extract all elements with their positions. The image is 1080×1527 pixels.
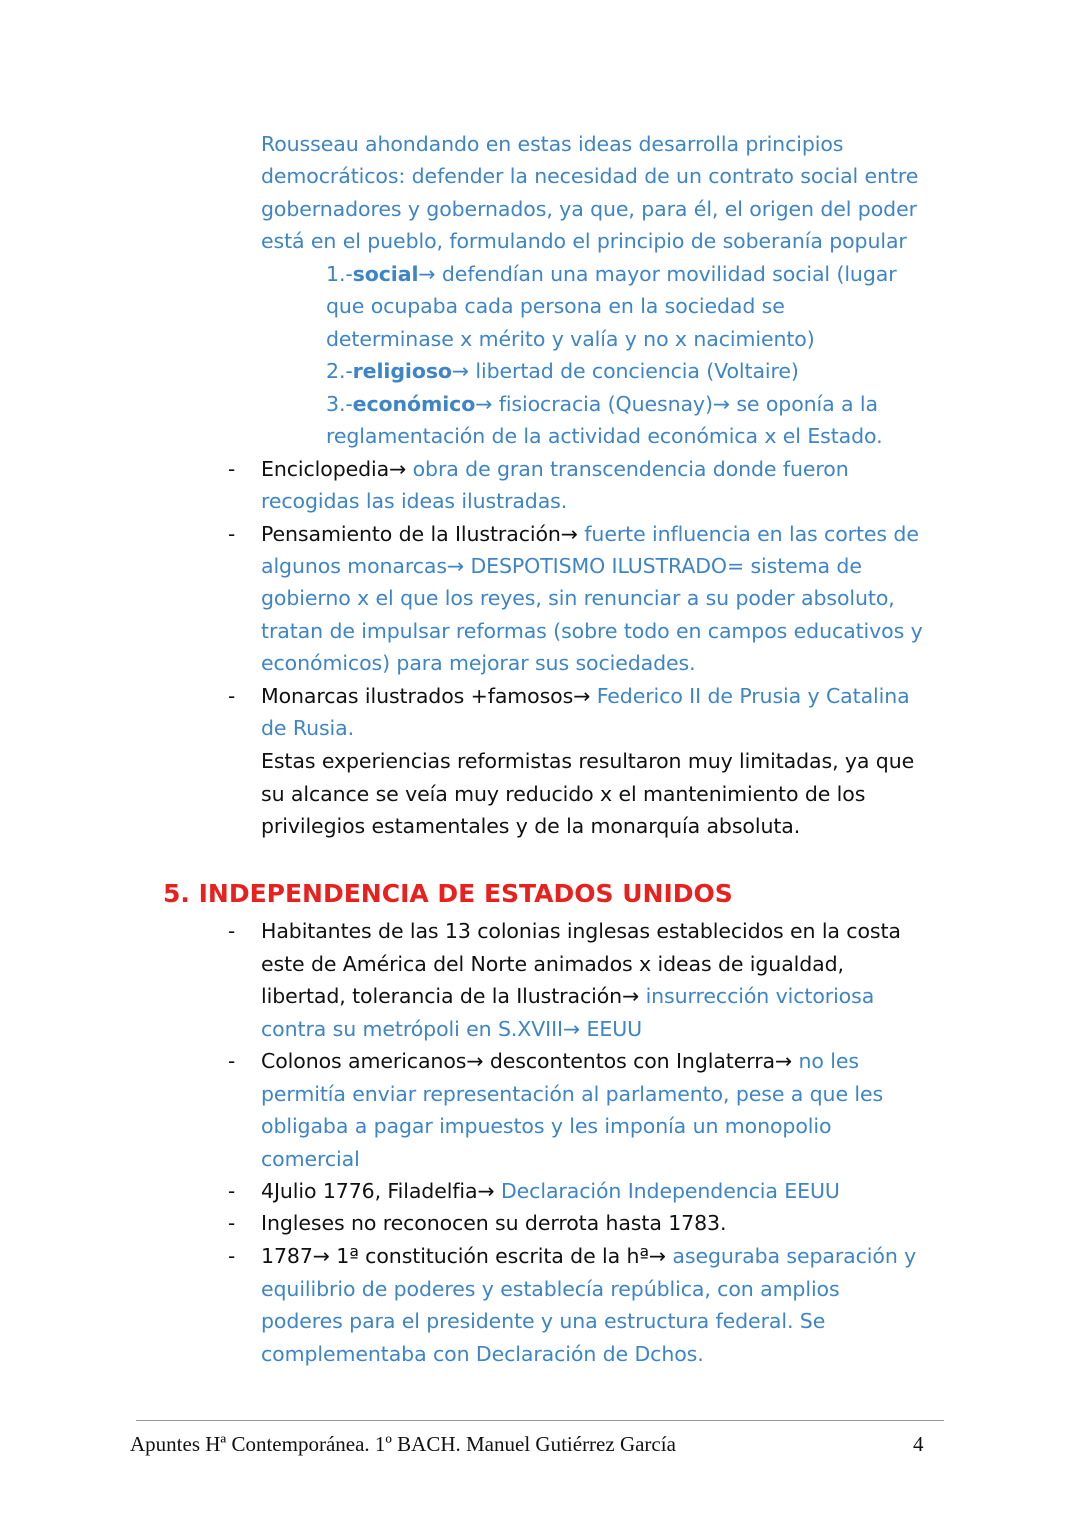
bullet-colonos-line-3: obligaba a pagar impuestos y les imponía un monopolio	[261, 1114, 832, 1138]
bullet-colonos	[261, 1045, 859, 1077]
bullet-text: Federico II de Prusia y Catalina	[590, 684, 910, 708]
bullet-habitantes-line-2: este de América del Norte animados x ideas de igualdad,	[261, 952, 844, 976]
bullet-dash: -	[228, 1211, 236, 1235]
bullet-term: Pensamiento de la Ilustración→	[261, 522, 578, 546]
bullet-text: aseguraba separación y	[666, 1244, 917, 1268]
bullet-constitucion-line-3: poderes para el presidente y una estructura federal. Se	[261, 1309, 826, 1333]
bullet-dash: -	[228, 684, 236, 708]
bullet-text: Declaración Independencia EEUU	[494, 1179, 840, 1203]
bullet-habitantes: Habitantes de las 13 colonias inglesas establecidos en la costa	[261, 919, 901, 943]
bullet-ingleses: Ingleses no reconocen su derrota hasta 1783.	[261, 1211, 727, 1235]
footer-divider	[136, 1420, 944, 1421]
principle-number: 2.-	[326, 359, 353, 383]
bullet-pensamiento-line-5: económicos) para mejorar sus sociedades.	[261, 651, 696, 675]
bullet-colonos-line-2: permitía enviar representación al parlamento, pese a que les	[261, 1082, 884, 1106]
note-line-1: Estas experiencias reformistas resultaron muy limitadas, ya que	[261, 749, 915, 773]
bullet-dash: -	[228, 1049, 236, 1073]
intro-line-2: democráticos: defender la necesidad de un contrato social entre	[261, 164, 919, 188]
intro-line-3: gobernadores y gobernados, ya que, para él, el origen del poder	[261, 197, 917, 221]
principle-term: social	[352, 262, 419, 286]
principle-number: 3.-	[326, 392, 353, 416]
bullet-term: Enciclopedia→	[261, 457, 407, 481]
bullet-monarcas	[261, 680, 910, 712]
bullet-term: 1787→ 1ª constitución escrita de la hª→	[261, 1244, 666, 1268]
bullet-constitucion-line-4: complementaba con Declaración de Dchos.	[261, 1342, 704, 1366]
bullet-term: 4Julio 1776, Filadelfia→	[261, 1179, 495, 1203]
bullet-constitucion-line-2: equilibrio de poderes y establecía república, con amplios	[261, 1277, 840, 1301]
principle-social-line-2: que ocupaba cada persona en la sociedad se	[326, 294, 785, 318]
bullet-habitantes-line-4: contra su metrópoli en S.XVIII→ EEUU	[261, 1017, 643, 1041]
bullet-dash: -	[228, 1244, 236, 1268]
bullet-text: insurrección victoriosa	[639, 984, 875, 1008]
principle-economico-line-2: reglamentación de la actividad económica x el Estado.	[326, 424, 883, 448]
bullet-text: no les	[792, 1049, 859, 1073]
principle-text: → libertad de conciencia (Voltaire)	[451, 359, 799, 383]
principle-religioso	[326, 355, 799, 387]
principle-term: religioso	[352, 359, 452, 383]
bullet-text: obra de gran transcendencia donde fueron	[406, 457, 849, 481]
principle-number: 1.-	[326, 262, 353, 286]
bullet-pensamiento	[261, 518, 919, 550]
principle-social	[326, 258, 897, 290]
bullet-dash: -	[228, 522, 236, 546]
principle-text: → fisiocracia (Quesnay)→ se oponía a la	[475, 392, 878, 416]
principle-social-line-3: determinase x mérito y valía y no x nacimiento)	[326, 327, 815, 351]
bullet-julio	[261, 1175, 840, 1207]
bullet-colonos-line-4: comercial	[261, 1147, 360, 1171]
bullet-pensamiento-line-2: algunos monarcas→ DESPOTISMO ILUSTRADO= sistema de	[261, 554, 862, 578]
principle-economico	[326, 388, 878, 420]
bullet-term: libertad, tolerancia de la Ilustración→	[261, 984, 640, 1008]
bullet-pensamiento-line-4: tratan de impulsar reformas (sobre todo en campos educativos y	[261, 619, 923, 643]
bullet-pensamiento-line-3: gobierno x el que los reyes, sin renunciar a su poder absoluto,	[261, 586, 895, 610]
bullet-dash: -	[228, 919, 236, 943]
bullet-dash: -	[228, 1179, 236, 1203]
intro-line-1: Rousseau ahondando en estas ideas desarrolla principios	[261, 132, 844, 156]
note-line-2: su alcance se veía muy reducido x el mantenimiento de los	[261, 782, 866, 806]
note-line-3: privilegios estamentales y de la monarquía absoluta.	[261, 814, 801, 838]
section-heading: 5. INDEPENDENCIA DE ESTADOS UNIDOS	[163, 879, 733, 908]
principle-text: → defendían una mayor movilidad social (lugar	[418, 262, 897, 286]
bullet-text: fuerte influencia en las cortes de	[577, 522, 919, 546]
bullet-term: Monarcas ilustrados +famosos→	[261, 684, 591, 708]
principle-term: económico	[352, 392, 476, 416]
bullet-enciclopedia-line-2: recogidas las ideas ilustradas.	[261, 489, 568, 513]
bullet-monarcas-line-2: de Rusia.	[261, 716, 355, 740]
intro-line-4: está en el pueblo, formulando el principio de soberanía popular	[261, 229, 907, 253]
bullet-term: Colonos americanos→ descontentos con Inglaterra→	[261, 1049, 793, 1073]
bullet-dash: -	[228, 457, 236, 481]
bullet-habitantes-line-3	[261, 980, 874, 1012]
page-number: 4	[913, 1432, 924, 1456]
footer-text: Apuntes Hª Contemporánea. 1º BACH. Manuel Gutiérrez García	[130, 1432, 676, 1456]
bullet-constitucion	[261, 1240, 916, 1272]
bullet-enciclopedia	[261, 453, 849, 485]
